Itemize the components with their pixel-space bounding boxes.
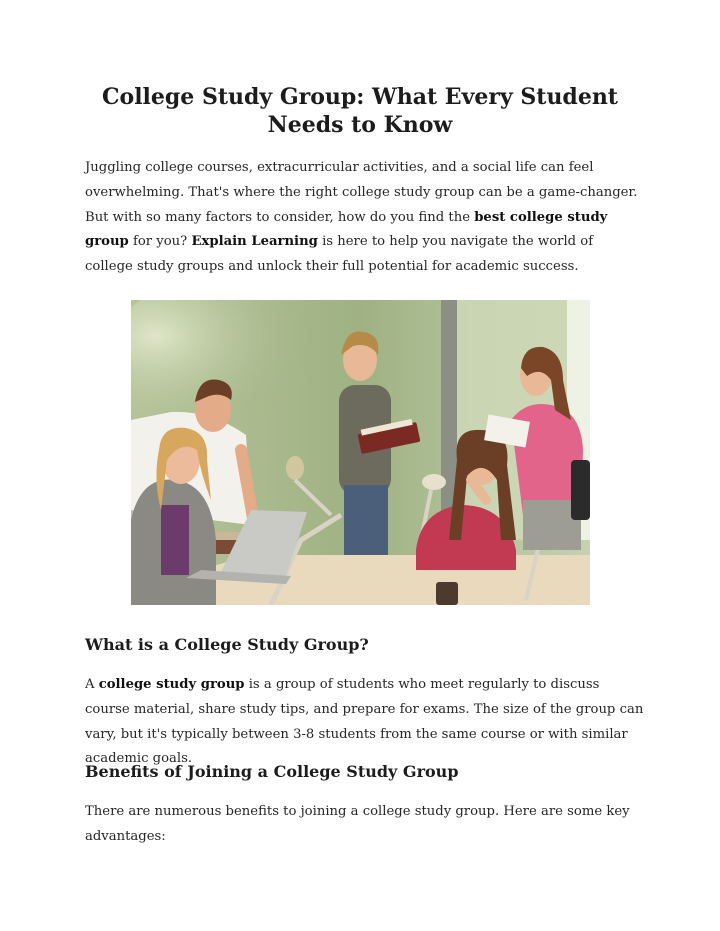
page-title: College Study Group: What Every Student Needs to Know bbox=[102, 84, 618, 138]
intro-bold-keyword: best college study group bbox=[85, 209, 608, 250]
what-bold-keyword: college study group bbox=[98, 677, 245, 692]
intro-text-2: for you? bbox=[128, 234, 192, 250]
students-studying-photo bbox=[131, 300, 590, 605]
what-text-1: A bbox=[85, 677, 99, 692]
section-heading-benefits: Benefits of Joining a College Study Group bbox=[85, 762, 459, 781]
blonde-girl-top bbox=[161, 505, 189, 575]
standing-boy-jeans bbox=[344, 485, 388, 555]
what-paragraph bbox=[85, 673, 645, 772]
desk-lamp-head bbox=[286, 456, 304, 480]
intro-text-3: is here to help you navigate the world of college study groups and unlock their full potential for academic success. bbox=[85, 234, 594, 275]
intro-paragraph bbox=[85, 156, 645, 280]
intro-bold-brand: Explain Learning bbox=[191, 234, 318, 250]
intro-text-1: Juggling college courses, extracurricular activities, and a social life can feel overwhelming. That's where the right college study group can be a game-changer. But with so many factors to consider, how do you find the bbox=[85, 160, 638, 225]
lamp2-head bbox=[422, 474, 446, 490]
benefits-paragraph: There are numerous benefits to joining a college study group. Here are some key advantages: bbox=[85, 804, 630, 844]
cup bbox=[436, 582, 458, 605]
what-text-2: is a group of students who meet regularly to discuss course material, share study tips, and prepare for exams. The size of the group can vary, but it's typically between 3-8 students from the same course or with similar academic goals. bbox=[85, 677, 644, 767]
photo-illustration bbox=[131, 300, 590, 605]
section-heading-what: What is a College Study Group? bbox=[85, 635, 369, 654]
right-girl-bag bbox=[571, 460, 590, 520]
